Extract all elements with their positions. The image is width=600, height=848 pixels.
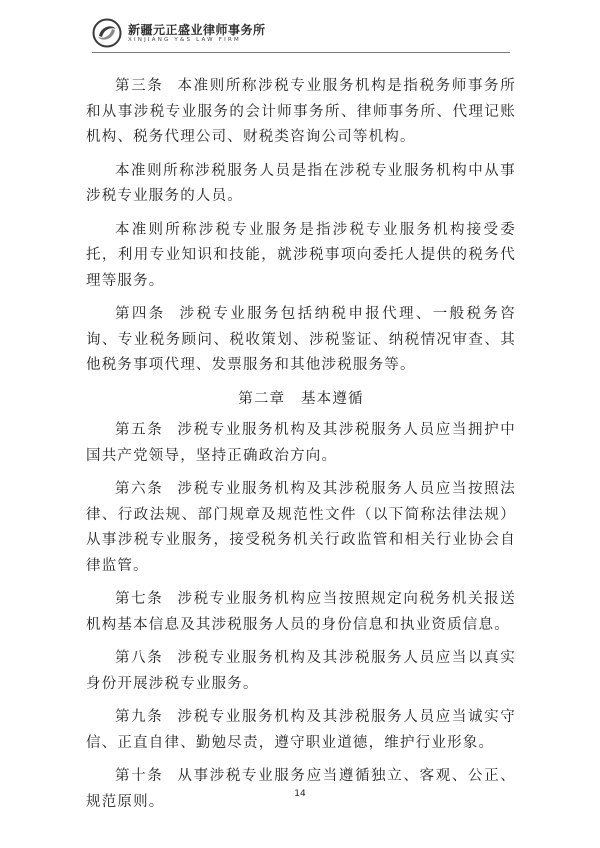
article-label: 第七条 xyxy=(115,591,164,607)
article-8 xyxy=(86,646,516,697)
article-label: 第六条 xyxy=(115,481,164,497)
article-label: 第十条 xyxy=(115,768,164,784)
article-9 xyxy=(86,705,516,756)
article-label: 第四条 xyxy=(115,306,166,322)
page-number: 14 xyxy=(294,789,306,799)
article-text: 本准则所称涉税专业服务机构是指税务师事务所和从事涉税专业服务的会计师事务所、律师事务所、代理记账机构、税务代理公司、财税类咨询公司等机构。 xyxy=(86,78,516,145)
article-text: 涉税专业服务机构及其涉税服务人员应当拥护中国共产党领导，坚持正确政治方向。 xyxy=(86,422,516,464)
article-3 xyxy=(86,74,516,151)
page-header xyxy=(92,18,512,50)
firm-name-cn: 新疆元正盛业律师事务所 xyxy=(128,23,266,37)
article-text: 从事涉税专业服务应当遵循独立、客观、公正、规范原则。 xyxy=(86,768,516,810)
article-text: 涉税专业服务机构及其涉税服务人员应当按照法律、行政法规、部门规章及规范性文件（以下简称法律法规）从事涉税专业服务，接受税务机关行政监管和相关行业协会自律监管。 xyxy=(86,481,516,574)
definition-paragraph-personnel xyxy=(86,159,516,210)
article-6 xyxy=(86,477,516,579)
article-text: 涉税专业服务机构及其涉税服务人员应当以真实身份开展涉税专业服务。 xyxy=(86,650,516,692)
article-label: 第五条 xyxy=(115,422,164,438)
document-body xyxy=(86,74,516,823)
paragraph-text: 本准则所称涉税专业服务是指涉税专业服务机构接受委托，利用专业知识和技能，就涉税事项向委托人提供的税务代理等服务。 xyxy=(86,221,516,289)
article-label: 第八条 xyxy=(115,650,164,666)
firm-name-en: XINJIANG Y&S LAW FIRM xyxy=(128,37,241,43)
paragraph-text: 本准则所称涉税服务人员是指在涉税专业服务机构中从事涉税专业服务的人员。 xyxy=(86,162,516,204)
article-5 xyxy=(86,418,516,469)
article-4 xyxy=(86,302,516,379)
definition-paragraph-service xyxy=(86,218,516,295)
article-7 xyxy=(86,587,516,638)
article-label: 第九条 xyxy=(115,709,164,725)
article-label: 第三条 xyxy=(115,78,164,94)
article-text: 涉税专业服务包括纳税申报代理、一般税务咨询、专业税务顾问、税收策划、涉税鉴证、纳税情况审查、其他税务事项代理、发票服务和其他涉税服务等。 xyxy=(86,306,516,373)
firm-logo-icon xyxy=(92,18,122,48)
chapter-heading: 第二章 基本遵循 xyxy=(238,390,364,407)
header-divider xyxy=(92,52,510,53)
article-text: 涉税专业服务机构应当按照规定向税务机关报送机构基本信息及其涉税服务人员的身份信息和执业资质信息。 xyxy=(86,591,516,633)
article-text: 涉税专业服务机构及其涉税服务人员应当诚实守信、正直自律、勤勉尽责，遵守职业道德，维护行业形象。 xyxy=(86,709,516,751)
